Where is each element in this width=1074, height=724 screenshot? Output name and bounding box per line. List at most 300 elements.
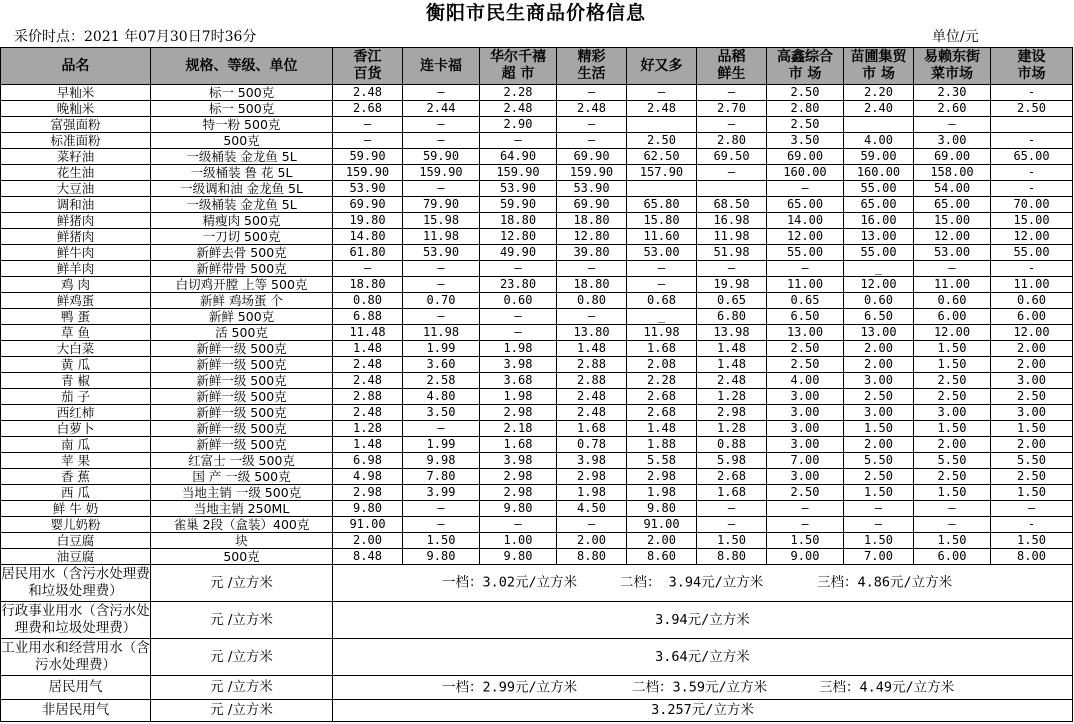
header-line: 百货 [353, 66, 382, 82]
price-cell: — [627, 261, 697, 277]
price-cell: — [403, 261, 480, 277]
table-row [1, 389, 1073, 405]
price-cell: 69.90 [333, 197, 403, 213]
price-cell: 1.48 [627, 421, 697, 437]
header-cell [991, 48, 1073, 85]
price-cell [991, 117, 1073, 133]
table-row [1, 309, 1073, 325]
price-cell: 55.00 [991, 245, 1073, 261]
price-cell: 8.48 [333, 549, 403, 565]
price-cell: 2.00 [991, 341, 1073, 357]
price-cell: — [333, 261, 403, 277]
price-cell: 0.70 [403, 293, 480, 309]
price-cell: — [403, 117, 480, 133]
utility-value: 3.64元/立方米 [333, 639, 1073, 676]
price-cell: 15.00 [991, 213, 1073, 229]
price-cell: 12.00 [991, 229, 1073, 245]
price-cell: 2.68 [627, 389, 697, 405]
tier-1: 一档：2.99元/立方米 [442, 679, 578, 695]
price-cell: — [991, 501, 1073, 517]
price-cell: 1.99 [403, 341, 480, 357]
price-cell: — [557, 133, 627, 149]
price-cell: 2.28 [627, 373, 697, 389]
price-cell: 1.50 [767, 533, 844, 549]
price-cell: — [697, 165, 767, 181]
price-cell: 4.50 [557, 501, 627, 517]
header-line: 鲜生 [717, 66, 746, 82]
item-name: 黄 瓜 [1, 357, 151, 373]
price-cell: 65.00 [767, 197, 844, 213]
price-cell: 1.98 [627, 485, 697, 501]
item-spec: 精瘦肉 500克 [151, 213, 333, 229]
price-cell: - [991, 85, 1073, 101]
price-cell: 11.98 [403, 325, 480, 341]
price-cell: 53.90 [557, 181, 627, 197]
price-cell: 5.50 [844, 453, 914, 469]
price-cell: 3.00 [767, 469, 844, 485]
price-cell: 159.90 [480, 165, 557, 181]
price-cell: — [767, 181, 844, 197]
price-cell: 2.50 [844, 389, 914, 405]
table-row [1, 373, 1073, 389]
timestamp: 采价时点：2021 年07月30日7时36分 [14, 29, 257, 45]
price-cell: 12.80 [480, 229, 557, 245]
price-cell: 70.00 [991, 197, 1073, 213]
item-spec: 特一粉 500克 [151, 117, 333, 133]
price-cell: 5.50 [991, 453, 1073, 469]
tier-2: 二档：3.59元/立方米 [632, 679, 768, 695]
utility-unit: 元 /立方米 [151, 639, 333, 676]
price-cell: 2.88 [557, 373, 627, 389]
header-line: 市场 [1017, 66, 1046, 82]
item-spec: 白切鸡开膛 上等 500克 [151, 277, 333, 293]
price-cell: 2.48 [480, 101, 557, 117]
item-name: 鲜羊肉 [1, 261, 151, 277]
header-line: 品稻 [717, 49, 746, 65]
price-cell: — [914, 261, 991, 277]
price-cell: 4.00 [767, 373, 844, 389]
price-cell: 2.00 [844, 437, 914, 453]
price-cell: 1.50 [844, 485, 914, 501]
price-cell: 39.80 [557, 245, 627, 261]
item-name: 调和油 [1, 197, 151, 213]
price-cell: 2.08 [627, 357, 697, 373]
price-cell: 59.00 [844, 149, 914, 165]
utility-row [1, 602, 1073, 639]
item-name: 标准面粉 [1, 133, 151, 149]
price-cell: 12.00 [844, 277, 914, 293]
item-name: 大白菜 [1, 341, 151, 357]
price-cell: 3.99 [403, 485, 480, 501]
item-spec: 块 [151, 533, 333, 549]
price-cell: 3.98 [557, 453, 627, 469]
price-cell: 2.50 [767, 357, 844, 373]
price-cell: 2.50 [767, 85, 844, 101]
price-cell: 1.50 [991, 421, 1073, 437]
price-cell: 11.98 [697, 229, 767, 245]
item-spec: 新鲜一级 500克 [151, 373, 333, 389]
price-cell: — [914, 117, 991, 133]
price-cell: 1.50 [991, 533, 1073, 549]
price-cell: 64.90 [480, 149, 557, 165]
header-cell: 连卡福 [403, 48, 480, 85]
price-cell: 65.00 [914, 197, 991, 213]
item-name: 富强面粉 [1, 117, 151, 133]
price-cell: 9.80 [480, 549, 557, 565]
utility-label: 行政事业用水（含污水处理费和垃圾处理费） [1, 602, 151, 639]
item-spec: 500克 [151, 549, 333, 565]
item-spec: 活 500克 [151, 325, 333, 341]
price-cell: — [627, 85, 697, 101]
price-cell: 1.98 [557, 485, 627, 501]
price-cell: 69.90 [557, 149, 627, 165]
price-cell: 53.90 [480, 181, 557, 197]
price-cell: 5.50 [914, 453, 991, 469]
item-name: 鸭 蛋 [1, 309, 151, 325]
price-cell: 15.98 [403, 213, 480, 229]
item-spec: 新鲜去骨 500克 [151, 245, 333, 261]
price-cell [627, 181, 697, 197]
table-row [1, 133, 1073, 149]
header-line: 精彩 [577, 49, 606, 65]
header-line: 市 场 [862, 66, 895, 82]
price-cell: 59.90 [480, 197, 557, 213]
table-row [1, 421, 1073, 437]
price-cell: 18.80 [333, 277, 403, 293]
table-row [1, 101, 1073, 117]
price-cell: 2.48 [557, 101, 627, 117]
price-cell: 2.60 [914, 101, 991, 117]
price-cell: 2.40 [844, 101, 914, 117]
price-cell: 4.00 [844, 133, 914, 149]
price-cell: — [403, 517, 480, 533]
price-cell: — [403, 309, 480, 325]
price-cell: 65.00 [991, 149, 1073, 165]
price-cell: 2.00 [844, 357, 914, 373]
utility-row [1, 700, 1073, 722]
price-cell: 3.00 [767, 421, 844, 437]
header-cell [333, 48, 403, 85]
price-cell: — [697, 117, 767, 133]
price-cell: 1.28 [333, 421, 403, 437]
price-cell: 2.48 [627, 101, 697, 117]
price-cell: 69.50 [697, 149, 767, 165]
price-cell: 0.60 [991, 293, 1073, 309]
item-spec: 新鲜一级 500克 [151, 421, 333, 437]
table-row [1, 165, 1073, 181]
table-row [1, 501, 1073, 517]
price-cell: 159.90 [333, 165, 403, 181]
price-cell: 2.48 [333, 357, 403, 373]
item-name: 婴儿奶粉 [1, 517, 151, 533]
price-cell: 3.00 [767, 437, 844, 453]
item-name: 大豆油 [1, 181, 151, 197]
price-cell: 12.00 [767, 229, 844, 245]
price-cell: 160.00 [844, 165, 914, 181]
price-cell: 53.90 [333, 181, 403, 197]
price-cell: 3.00 [844, 373, 914, 389]
price-cell: 3.50 [767, 133, 844, 149]
price-cell: 2.50 [914, 389, 991, 405]
price-cell: 1.50 [914, 341, 991, 357]
price-cell: 0.65 [697, 293, 767, 309]
header-line: 香江 [353, 49, 382, 65]
price-cell: 7.00 [844, 549, 914, 565]
utility-unit: 元 /立方米 [151, 700, 333, 722]
table-row [1, 85, 1073, 101]
price-cell: 2.48 [697, 373, 767, 389]
price-cell: 3.60 [403, 357, 480, 373]
price-cell: 3.98 [480, 357, 557, 373]
header-line: 菜市场 [931, 66, 973, 82]
item-name: 青 椒 [1, 373, 151, 389]
table-row [1, 485, 1073, 501]
price-cell: 9.80 [333, 501, 403, 517]
table-row [1, 181, 1073, 197]
item-name: 鸡 肉 [1, 277, 151, 293]
item-name: 白萝卜 [1, 421, 151, 437]
price-cell: _ [844, 261, 914, 277]
utility-value: 3.257元/立方米 [333, 700, 1073, 722]
price-cell: 2.68 [333, 101, 403, 117]
table-row [1, 245, 1073, 261]
price-cell: 8.60 [627, 549, 697, 565]
item-name: 西红柿 [1, 405, 151, 421]
header-cell: 品名 [1, 48, 151, 85]
price-table [0, 47, 1073, 722]
price-cell: 2.98 [557, 469, 627, 485]
price-cell: 0.88 [697, 437, 767, 453]
price-cell: 2.00 [991, 357, 1073, 373]
table-row [1, 341, 1073, 357]
table-row [1, 549, 1073, 565]
price-cell: 9.98 [403, 453, 480, 469]
price-cell: 0.80 [557, 293, 627, 309]
price-cell: 62.50 [627, 149, 697, 165]
price-cell: — [557, 85, 627, 101]
price-cell: 2.80 [697, 133, 767, 149]
price-cell: 3.98 [480, 453, 557, 469]
table-row [1, 149, 1073, 165]
price-cell: 1.48 [333, 341, 403, 357]
table-row [1, 453, 1073, 469]
utility-label: 居民用气 [1, 676, 151, 700]
price-cell: 19.80 [333, 213, 403, 229]
price-cell: — [767, 517, 844, 533]
price-cell: — [403, 181, 480, 197]
price-cell: 2.48 [557, 405, 627, 421]
price-cell: 0.78 [557, 437, 627, 453]
price-cell: 1.48 [557, 341, 627, 357]
price-cell: 51.98 [697, 245, 767, 261]
price-cell: 2.50 [844, 469, 914, 485]
price-cell: — [697, 517, 767, 533]
price-cell: 1.68 [627, 341, 697, 357]
items-body [1, 85, 1073, 565]
price-cell: 159.90 [403, 165, 480, 181]
item-name: 早籼米 [1, 85, 151, 101]
price-cell: - [991, 261, 1073, 277]
price-cell: — [844, 501, 914, 517]
utility-unit: 元 /立方米 [151, 676, 333, 700]
item-spec: 500克 [151, 133, 333, 149]
price-cell: 9.80 [627, 501, 697, 517]
item-spec: 新鲜 鸡场蛋 个 [151, 293, 333, 309]
price-cell: 13.00 [844, 325, 914, 341]
price-cell: 0.60 [914, 293, 991, 309]
price-cell: 12.00 [914, 229, 991, 245]
price-cell: 15.00 [914, 213, 991, 229]
price-cell: 2.50 [767, 341, 844, 357]
price-cell: 69.00 [914, 149, 991, 165]
price-cell: 69.90 [557, 197, 627, 213]
table-row [1, 293, 1073, 309]
table-row [1, 213, 1073, 229]
price-cell: 5.98 [697, 453, 767, 469]
price-cell: 1.50 [914, 485, 991, 501]
item-name: 南 瓜 [1, 437, 151, 453]
meta-bar [0, 27, 1072, 47]
utility-row [1, 676, 1073, 700]
price-cell: 11.48 [333, 325, 403, 341]
price-cell: 1.88 [627, 437, 697, 453]
price-cell: 3.68 [480, 373, 557, 389]
utility-value: 3.94元/立方米 [333, 602, 1073, 639]
tier-3: 三档：4.86元/立方米 [817, 574, 953, 591]
price-cell: 160.00 [767, 165, 844, 181]
item-name: 白豆腐 [1, 533, 151, 549]
price-cell: 15.80 [627, 213, 697, 229]
utility-unit: 元 /立方米 [151, 602, 333, 639]
price-cell: 1.48 [333, 437, 403, 453]
item-spec: 一级桶装 鲁 花 5L [151, 165, 333, 181]
table-row [1, 357, 1073, 373]
header-line: 建设 [1017, 49, 1046, 65]
price-cell: 2.68 [697, 469, 767, 485]
price-cell: 6.50 [767, 309, 844, 325]
price-cell: 16.00 [844, 213, 914, 229]
tier-1: 一档：3.02元/立方米 [442, 574, 578, 591]
price-cell: 1.68 [480, 437, 557, 453]
price-cell: 2.70 [697, 101, 767, 117]
price-cell: - [991, 133, 1073, 149]
price-cell: 11.98 [627, 325, 697, 341]
price-cell: — [403, 501, 480, 517]
price-cell: 1.50 [844, 421, 914, 437]
price-cell: 2.98 [480, 485, 557, 501]
item-name: 鲜牛肉 [1, 245, 151, 261]
price-cell: 1.98 [480, 389, 557, 405]
price-cell: 53.00 [914, 245, 991, 261]
item-spec: 红富士 一级 500克 [151, 453, 333, 469]
price-cell: 65.80 [627, 197, 697, 213]
header-cell [557, 48, 627, 85]
item-name: 菜籽油 [1, 149, 151, 165]
price-cell: 18.80 [557, 277, 627, 293]
item-name: 油豆腐 [1, 549, 151, 565]
price-cell: — [914, 501, 991, 517]
price-cell [697, 181, 767, 197]
utility-tiers [333, 676, 1073, 700]
price-cell: — [914, 517, 991, 533]
price-cell: — [697, 501, 767, 517]
price-cell: 1.50 [914, 357, 991, 373]
item-spec: 新鲜一级 500克 [151, 405, 333, 421]
price-cell: 11.00 [767, 277, 844, 293]
price-cell: — [403, 85, 480, 101]
price-cell: 7.00 [767, 453, 844, 469]
price-cell: 2.18 [480, 421, 557, 437]
price-cell: 11.00 [914, 277, 991, 293]
price-cell: — [767, 501, 844, 517]
price-cell [627, 117, 697, 133]
price-cell: — [557, 261, 627, 277]
price-cell: 2.48 [557, 389, 627, 405]
price-cell: 3.00 [844, 405, 914, 421]
price-cell: 18.80 [557, 213, 627, 229]
price-cell: 2.48 [333, 405, 403, 421]
table-row [1, 197, 1073, 213]
item-spec: 雀巢 2段（盒装）400克 [151, 517, 333, 533]
item-spec: 标一 500克 [151, 101, 333, 117]
price-cell: 6.00 [991, 309, 1073, 325]
price-cell: 91.00 [333, 517, 403, 533]
unit-label: 单位/元 [932, 29, 979, 45]
price-cell: 1.48 [697, 341, 767, 357]
price-cell: 91.00 [627, 517, 697, 533]
price-cell: 6.88 [333, 309, 403, 325]
price-cell: 2.98 [627, 469, 697, 485]
price-cell: 1.48 [697, 357, 767, 373]
price-cell: 61.80 [333, 245, 403, 261]
price-cell: 8.00 [991, 549, 1073, 565]
price-cell: 13.00 [844, 229, 914, 245]
price-cell: 2.00 [991, 437, 1073, 453]
price-cell: 2.50 [767, 485, 844, 501]
price-cell: 3.00 [991, 373, 1073, 389]
price-cell: 2.90 [480, 117, 557, 133]
header-cell: 规格、等级、单位 [151, 48, 333, 85]
price-cell: — [697, 85, 767, 101]
price-cell: 1.50 [914, 533, 991, 549]
utility-unit: 元 /立方米 [151, 565, 333, 602]
item-name: 苹 果 [1, 453, 151, 469]
price-cell [844, 117, 914, 133]
item-spec: 标一 500克 [151, 85, 333, 101]
price-cell: _ [627, 309, 697, 325]
price-cell: 6.80 [697, 309, 767, 325]
item-spec: 新鲜一级 500克 [151, 389, 333, 405]
item-spec: 一级桶装 金龙鱼 5L [151, 197, 333, 213]
price-cell: 2.50 [991, 389, 1073, 405]
price-cell: 2.50 [914, 469, 991, 485]
price-cell: 12.00 [991, 325, 1073, 341]
price-cell: 2.50 [991, 469, 1073, 485]
price-cell: — [697, 261, 767, 277]
utility-label: 工业用水和经营用水（含污水处理费） [1, 639, 151, 676]
item-spec: 当地主销 一级 500克 [151, 485, 333, 501]
price-cell: 3.00 [767, 405, 844, 421]
price-cell: 9.80 [403, 549, 480, 565]
price-cell: 2.00 [557, 533, 627, 549]
price-cell: 2.58 [403, 373, 480, 389]
price-cell: 23.80 [480, 277, 557, 293]
item-name: 草 鱼 [1, 325, 151, 341]
price-cell: 2.50 [627, 133, 697, 149]
utility-row [1, 639, 1073, 676]
price-cell: — [333, 133, 403, 149]
utility-row [1, 565, 1073, 602]
